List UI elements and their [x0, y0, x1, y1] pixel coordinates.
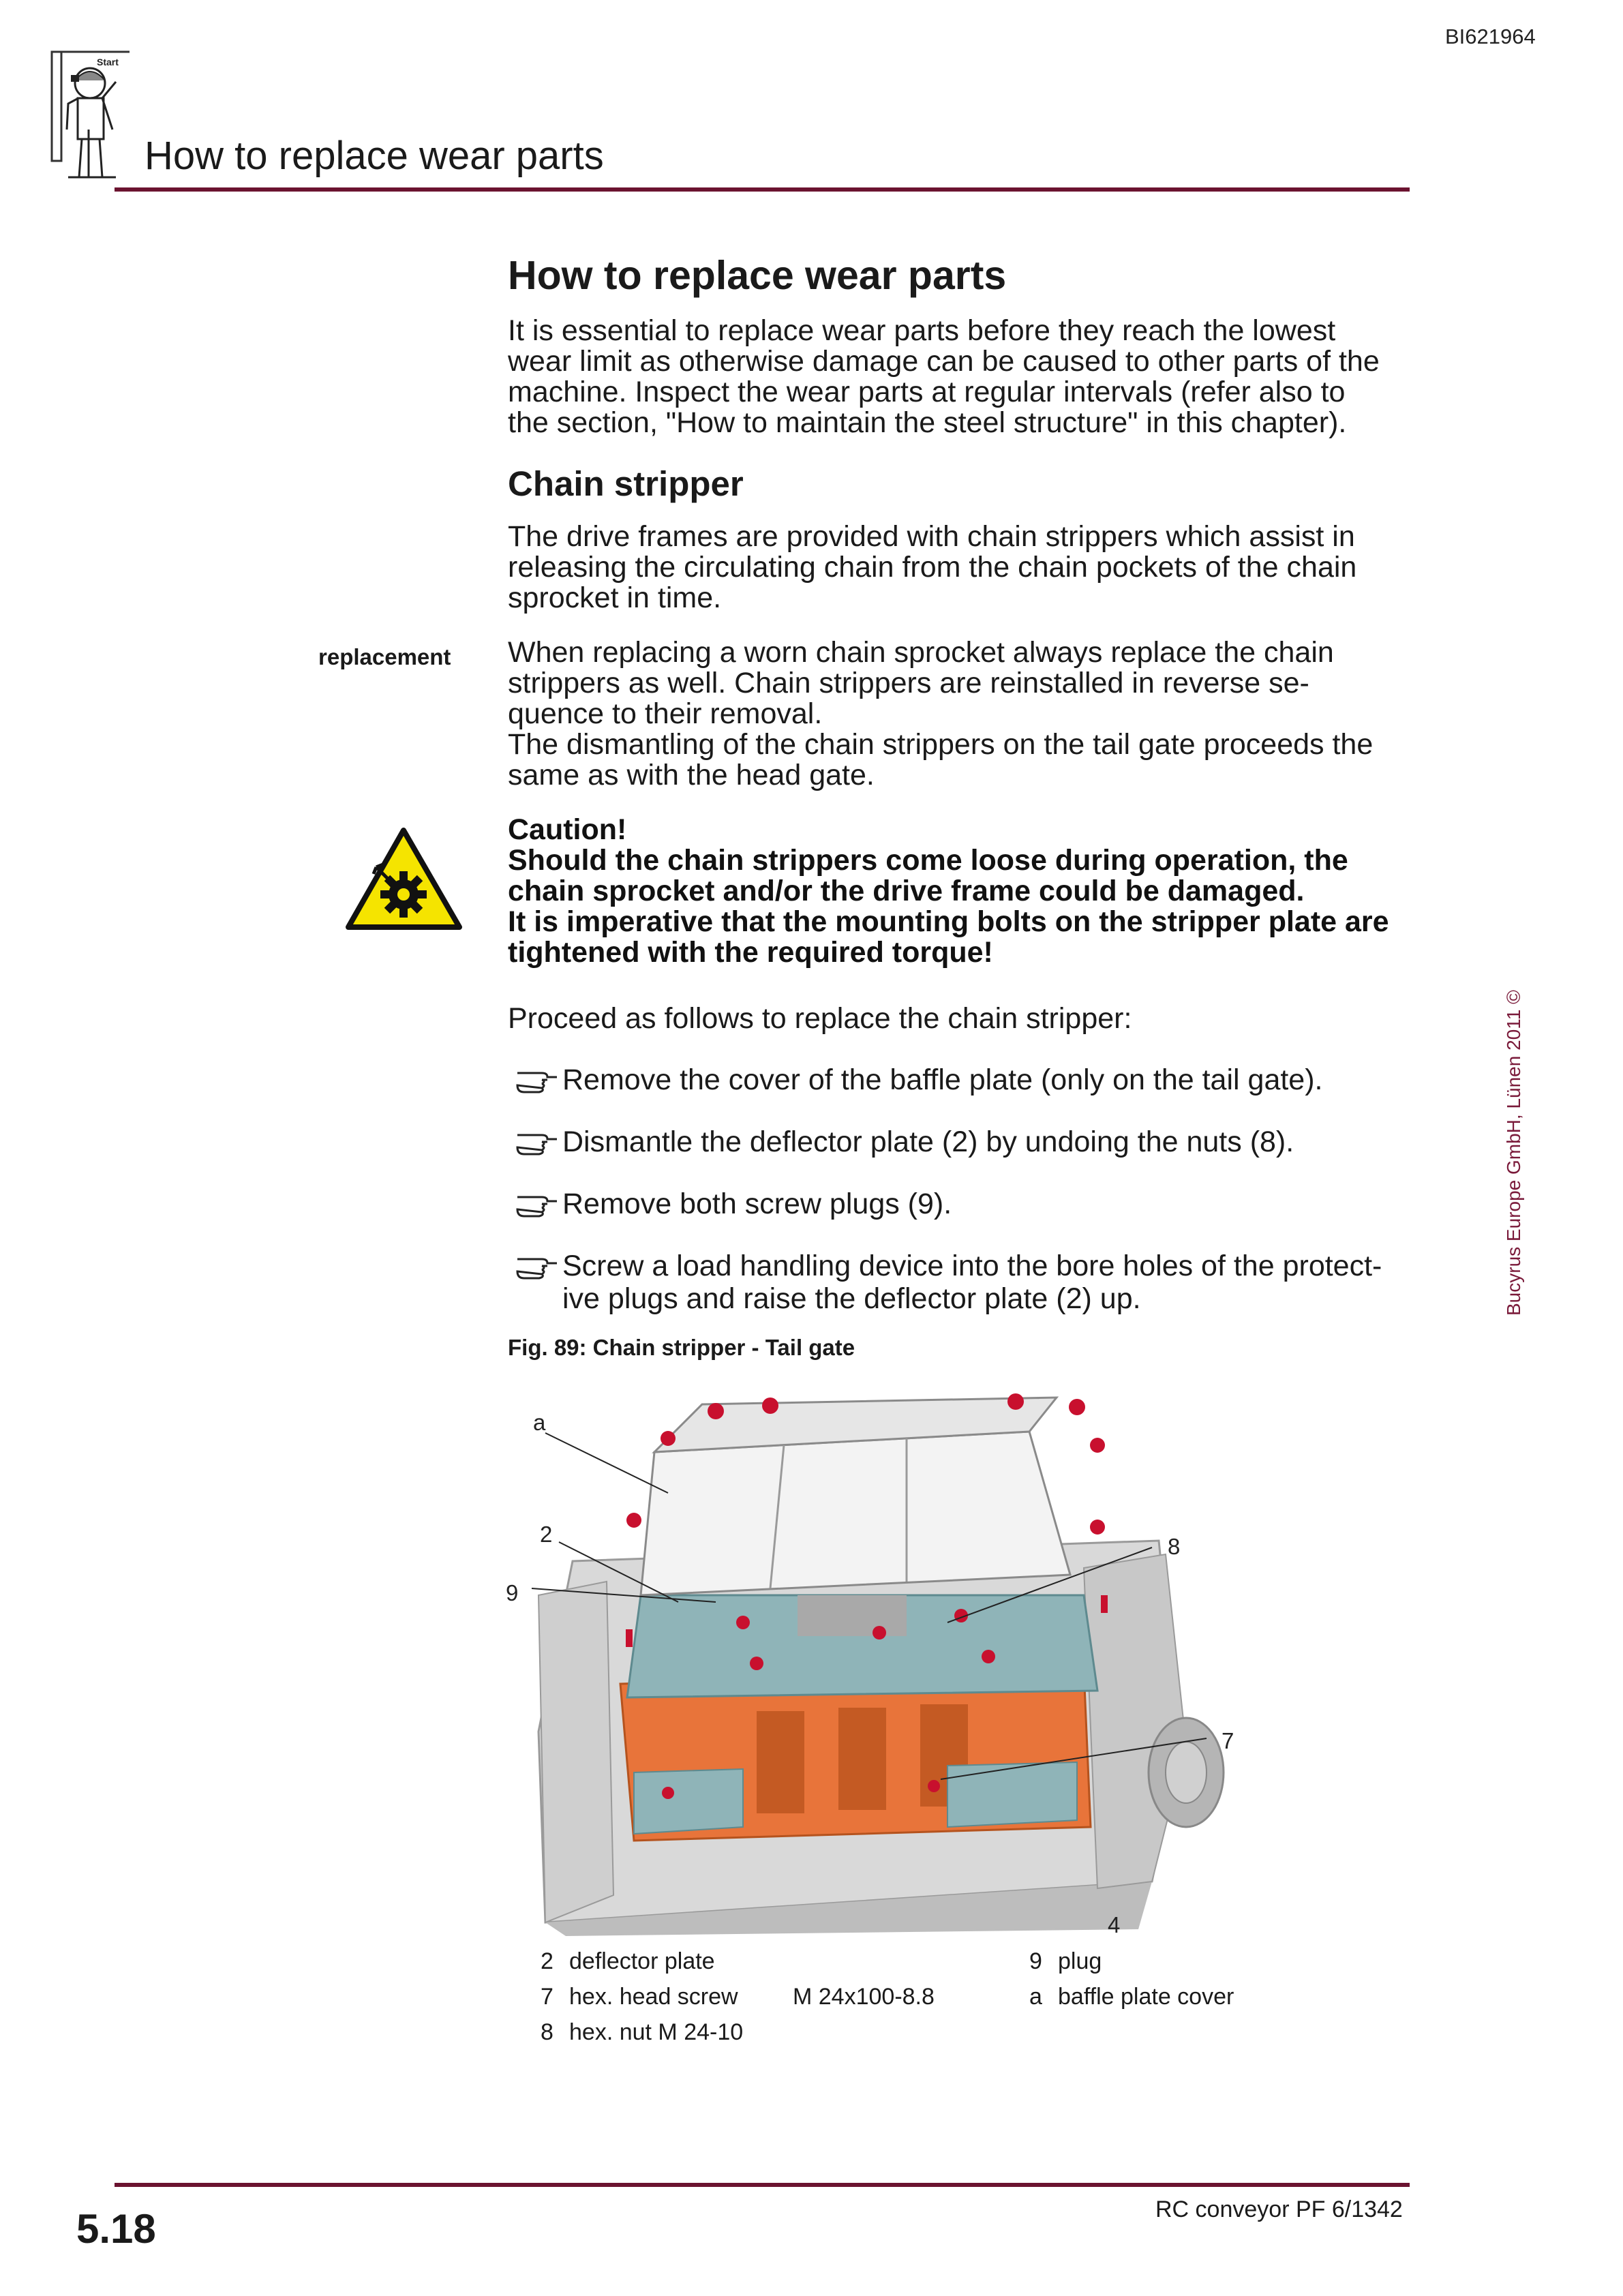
- legend-text: baffle plate cover: [1058, 1984, 1234, 2010]
- step-line: Remove the cover of the baffle plate (only on the tail gate).: [562, 1063, 1323, 1096]
- figure-caption: Fig. 89: Chain stripper - Tail gate: [508, 1335, 855, 1360]
- caution-block: [508, 815, 1414, 968]
- header-title: How to replace wear parts: [145, 134, 604, 178]
- replacement-line: strippers as well. Chain strippers are reinstalled in reverse se-: [508, 667, 1309, 699]
- figure-label-a: a: [533, 1410, 546, 1435]
- footer-product: RC conveyor PF 6/1342: [1155, 2196, 1403, 2222]
- section-title: How to replace wear parts: [508, 253, 1007, 298]
- step-item: [508, 1063, 1414, 1098]
- footer-rule: [115, 2183, 1410, 2187]
- step-item: [508, 1126, 1414, 1160]
- replacement-line: The dismantling of the chain strippers on the tail gate proceeds the: [508, 728, 1374, 761]
- pointing-hand-icon: [515, 1189, 560, 1219]
- intro-line: wear limit as otherwise damage can be caused to other parts of the: [508, 345, 1380, 378]
- desc-line: The drive frames are provided with chain strippers which assist in: [508, 520, 1355, 553]
- pointing-hand-icon: [515, 1127, 560, 1157]
- chain-stripper-title: Chain stripper: [508, 464, 744, 503]
- proceed-text: Proceed as follows to replace the chain stripper:: [508, 1002, 1132, 1035]
- svg-text:Start: Start: [97, 57, 119, 67]
- figure-label-8: 8: [1168, 1534, 1181, 1559]
- figure-label-4: 4: [1108, 1912, 1121, 1936]
- intro-paragraph: [508, 316, 1414, 438]
- chain-stripper-desc: [508, 522, 1414, 614]
- pointing-hand-icon: [515, 1065, 560, 1095]
- replacement-paragraph: [508, 637, 1414, 791]
- header-rule: [115, 187, 1410, 192]
- pointing-hand-icon: [515, 1251, 560, 1281]
- legend-num: 7: [541, 1984, 553, 2010]
- step-line: ive plugs and raise the deflector plate (2) up.: [562, 1282, 1141, 1315]
- document-id: BI621964: [1445, 25, 1536, 48]
- copyright-symbol: ©: [1503, 990, 1524, 1004]
- start-mechanic-icon: [48, 48, 136, 184]
- page-number: 5.18: [76, 2206, 156, 2252]
- desc-line: releasing the circulating chain from the chain pockets of the chain: [508, 551, 1357, 584]
- intro-line: machine. Inspect the wear parts at regular intervals (refer also to: [508, 376, 1346, 408]
- copyright-text: Bucyrus Europe GmbH, Lünen 2011: [1503, 1009, 1524, 1316]
- caution-line: chain sprocket and/or the drive frame could be damaged.: [508, 875, 1305, 907]
- step-line: Dismantle the deflector plate (2) by undoing the nuts (8).: [562, 1126, 1294, 1158]
- legend-text: plug: [1058, 1948, 1102, 1974]
- legend-num: a: [1029, 1984, 1042, 2010]
- legend-text: deflector plate: [569, 1948, 715, 1974]
- legend-extra: M 24x100-8.8: [793, 1984, 935, 2010]
- step-item: [508, 1188, 1414, 1222]
- legend-text: hex. nut M 24-10: [569, 2019, 744, 2045]
- replacement-line: When replacing a worn chain sprocket always replace the chain: [508, 636, 1334, 669]
- legend-num: 2: [541, 1948, 553, 1974]
- intro-line: It is essential to replace wear parts before they reach the lowest: [508, 314, 1336, 347]
- replacement-line: same as with the head gate.: [508, 759, 875, 791]
- caution-title: Caution!: [508, 813, 627, 846]
- legend-num: 9: [1029, 1948, 1042, 1974]
- step-line: Remove both screw plugs (9).: [562, 1188, 952, 1220]
- step-item: [508, 1250, 1414, 1318]
- desc-line: sprocket in time.: [508, 581, 722, 614]
- caution-line: tightened with the required torque!: [508, 936, 993, 969]
- caution-line: It is imperative that the mounting bolts on the stripper plate are: [508, 905, 1389, 938]
- chain-stripper-figure: [498, 1391, 1261, 1936]
- figure-label-7: 7: [1222, 1728, 1234, 1753]
- replacement-line: quence to their removal.: [508, 697, 823, 730]
- step-line: Screw a load handling device into the bore holes of the protect-: [562, 1250, 1382, 1282]
- replacement-side-label: replacement: [318, 644, 451, 669]
- caution-line: Should the chain strippers come loose during operation, the: [508, 844, 1348, 877]
- intro-line: the section, "How to maintain the steel structure" in this chapter).: [508, 406, 1347, 439]
- figure-label-9: 9: [506, 1580, 519, 1605]
- legend-num: 8: [541, 2019, 553, 2045]
- warning-gear-hazard-icon: [344, 826, 464, 932]
- copyright-notice: [1503, 990, 1525, 1316]
- figure-label-2: 2: [540, 1522, 553, 1547]
- legend-text: hex. head screw: [569, 1984, 738, 2010]
